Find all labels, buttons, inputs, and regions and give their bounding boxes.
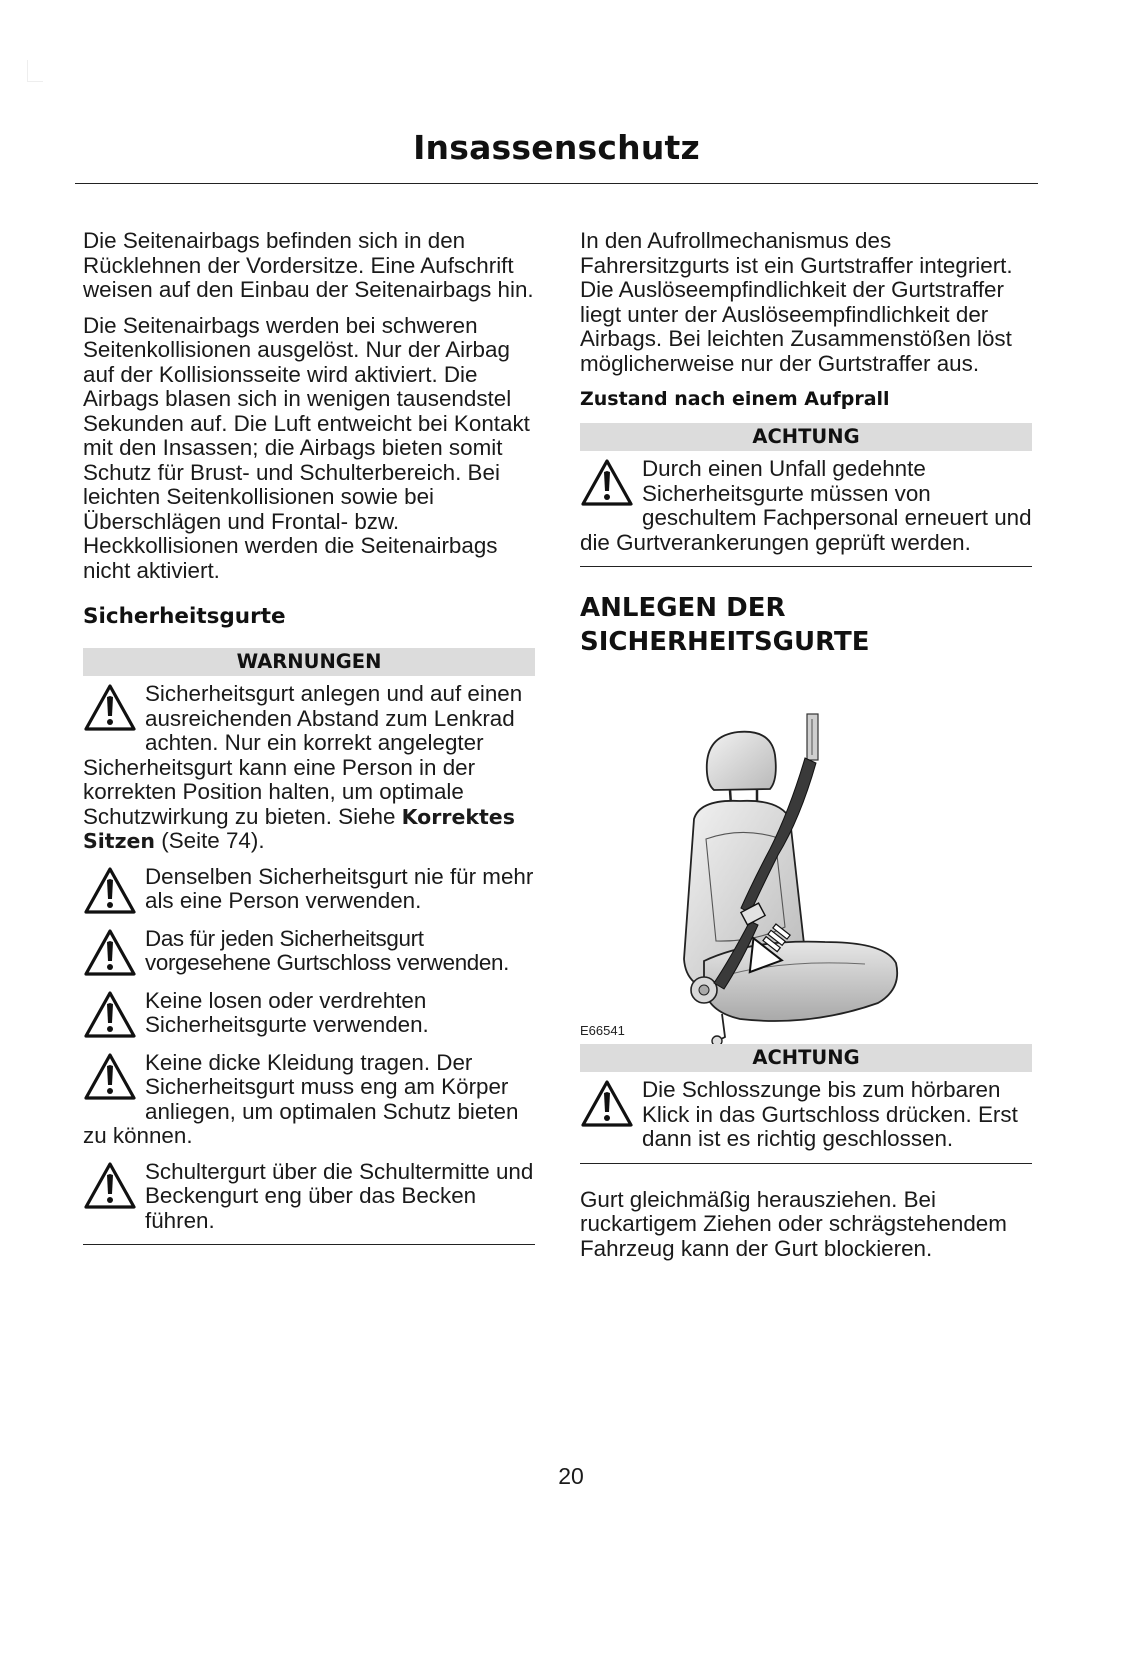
figure-label: E66541 <box>580 1023 625 1038</box>
subheading-after-crash: Zustand nach einem Aufprall <box>580 388 890 410</box>
warning-item <box>83 927 535 978</box>
left-column <box>83 229 535 1245</box>
page-title: Insassenschutz <box>413 128 700 167</box>
crop-mark <box>27 60 43 82</box>
caution-bar: ACHTUNG <box>580 1044 1032 1072</box>
warnings-bar: WARNUNGEN <box>83 648 535 676</box>
main-heading-line-1: ANLEGEN DER <box>580 593 786 623</box>
warnings-end-divider <box>83 1244 535 1245</box>
warning-triangle-icon <box>580 1079 634 1129</box>
warning-text: Denselben Sicherheitsgurt nie für mehr als eine Person verwenden. <box>145 863 534 913</box>
seat-belt-figure <box>580 659 1032 1044</box>
main-heading <box>580 591 1032 659</box>
right-column <box>580 229 1032 1272</box>
main-heading-line-2: SICHERHEITSGURTE <box>580 627 870 657</box>
caution-end-divider <box>580 1163 1032 1164</box>
warning-item <box>83 1160 535 1234</box>
warning-triangle-icon <box>83 990 137 1040</box>
title-divider <box>75 183 1038 184</box>
caution-item <box>580 457 1032 555</box>
closing-paragraph: Gurt gleichmäßig herausziehen. Bei ruckartigem Ziehen oder schrägstehendem Fahrzeug kann der Gurt blockieren. <box>580 1186 1007 1261</box>
pretensioner-paragraph: In den Aufrollmechanismus des Fahrersitzgurts ist ein Gurtstraffer integriert. Die Auslöseempfindlichkeit der Gurtstraffer liegt unter der Auslöseempfindlichkeit der Airbags. Bei leichten Zusammenstößen löst möglicherweise nur der Gurtstraffer aus. <box>580 228 1013 376</box>
warning-item <box>83 682 535 854</box>
warning-text: Sicherheitsgurt anlegen und auf einen ausreichenden Abstand zum Lenkrad achten. Nur ein korrekt angelegter Sicherheitsgurt kann eine Person in der korrekten Position halten, um optimale Schutzwirkung zu bieten. Siehe <box>83 681 523 829</box>
warning-triangle-icon <box>83 1161 137 1211</box>
warning-text: Das für jeden Sicherheitsgurt vorgesehene Gurtschloss verwenden. <box>145 925 509 975</box>
caution-text: Durch einen Unfall gedehnte Sicherheitsgurte müssen von geschultem Fachpersonal erneuert und die Gurtverankerungen geprüft werden. <box>580 456 1032 555</box>
intro-paragraph-1: Die Seitenairbags befinden sich in den Rücklehnen der Vordersitze. Eine Aufschrift weisen auf den Einbau der Seitenairbags hin. <box>83 228 534 302</box>
warning-text: Keine dicke Kleidung tragen. Der Sicherheitsgurt muss eng am Körper anliegen, um optimalen Schutz bieten zu können. <box>83 1049 519 1148</box>
page-number: 20 <box>558 1463 584 1489</box>
seat-illustration <box>580 659 1032 1044</box>
warning-triangle-icon <box>83 866 137 916</box>
warning-triangle-icon <box>580 458 634 508</box>
cross-reference-link[interactable]: Korrektes Sitzen <box>83 804 515 853</box>
page-reference: (Seite 74). <box>155 828 265 853</box>
warning-text: Keine losen oder verdrehten Sicherheitsgurte verwenden. <box>145 987 429 1037</box>
warning-text: Schultergurt über die Schultermitte und Beckengurt eng über das Becken führen. <box>145 1158 534 1233</box>
warning-triangle-icon <box>83 928 137 978</box>
intro-paragraph-2: Die Seitenairbags werden bei schweren Seitenkollisionen ausgelöst. Nur der Airbag auf der Kollisionsseite wird aktiviert. Die Airbags blasen sich in wenigen tausendstel Sekunden auf. Die Luft entweicht bei Kontakt mit den Insassen; die Airbags bieten somit Schutz für Brust- und Schulterbereich. Bei leichten Seitenkollisionen sowie bei Überschlägen und Frontal- bzw. Heckkollisionen werden die Seitenairbags nicht aktiviert. <box>83 312 530 583</box>
warning-item <box>83 865 535 916</box>
warning-item <box>83 989 535 1040</box>
warning-item <box>83 1051 535 1149</box>
warning-triangle-icon <box>83 1052 137 1102</box>
caution-item <box>580 1078 1032 1152</box>
warning-triangle-icon <box>83 683 137 733</box>
caution-text: Die Schlosszunge bis zum hörbaren Klick in das Gurtschloss drücken. Erst dann ist es richtig geschlossen. <box>642 1077 1018 1151</box>
caution-end-divider <box>580 566 1032 567</box>
caution-bar: ACHTUNG <box>580 423 1032 451</box>
section-heading-seatbelts: Sicherheitsgurte <box>83 604 286 629</box>
